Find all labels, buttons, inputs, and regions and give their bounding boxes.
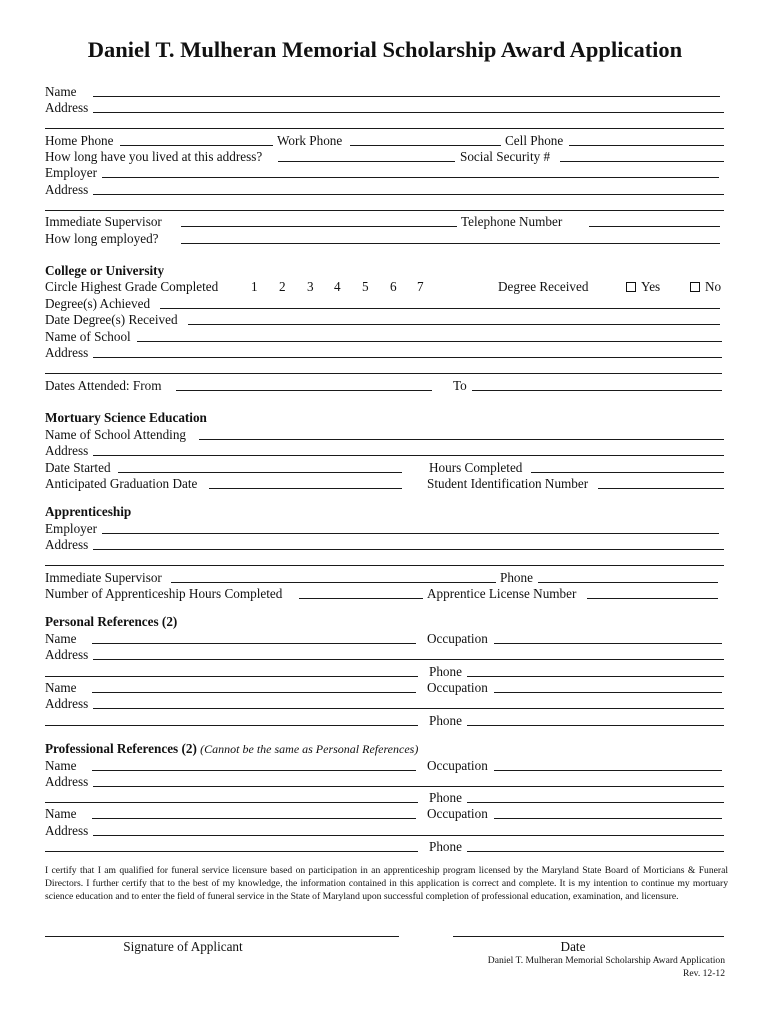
apprentice-hours-label: Number of Apprenticeship Hours Completed (45, 586, 283, 601)
grade-option-2[interactable]: 2 (279, 279, 286, 294)
proref2-phone-field[interactable] (467, 851, 724, 852)
grade-option-6[interactable]: 6 (390, 279, 397, 294)
proref1-name-label: Name (45, 758, 77, 773)
dates-to-field[interactable] (472, 390, 722, 391)
date-label: Date (560, 939, 586, 954)
college-address-field-line2[interactable] (45, 373, 722, 374)
proref1-name-field[interactable] (92, 770, 416, 771)
apprentice-address-field[interactable] (93, 549, 724, 550)
college-header: College or University (45, 263, 165, 278)
pref2-name-label: Name (45, 680, 77, 695)
pref2-address-field-line2[interactable] (45, 725, 418, 726)
pref1-name-field[interactable] (92, 643, 416, 644)
dates-from-field[interactable] (176, 390, 432, 391)
signature-label: Signature of Applicant (123, 939, 243, 954)
apprenticeship-header: Apprenticeship (45, 504, 132, 519)
mortuary-address-label: Address (45, 443, 89, 458)
proref1-address-field[interactable] (93, 786, 724, 787)
employment-duration-field[interactable] (181, 243, 720, 244)
dates-attended-label: Dates Attended: From (45, 378, 162, 393)
professional-refs-note: (Cannot be the same as Personal References) (200, 742, 419, 756)
college-address-label: Address (45, 345, 89, 360)
grade-option-3[interactable]: 3 (307, 279, 314, 294)
yes-label: Yes (641, 279, 661, 294)
proref1-address-field-line2[interactable] (45, 802, 418, 803)
proref2-phone-label: Phone (429, 839, 462, 854)
residence-duration-field[interactable] (278, 161, 455, 162)
mortuary-header: Mortuary Science Education (45, 410, 207, 425)
school-attending-label: Name of School Attending (45, 427, 187, 442)
address-field-line2[interactable] (45, 128, 724, 129)
telephone-number-label: Telephone Number (461, 214, 563, 229)
yes-checkbox[interactable] (626, 282, 636, 292)
grade-option-7[interactable]: 7 (417, 279, 424, 294)
no-label: No (705, 279, 722, 294)
hours-completed-field[interactable] (531, 472, 724, 473)
hours-completed-label: Hours Completed (429, 460, 523, 475)
grade-label: Circle Highest Grade Completed (45, 279, 219, 294)
pref1-address-field-line2[interactable] (45, 676, 418, 677)
apprentice-address-label: Address (45, 537, 89, 552)
pref2-occupation-label: Occupation (427, 680, 488, 695)
degrees-achieved-field[interactable] (160, 308, 720, 309)
degrees-achieved-label: Degree(s) Achieved (45, 296, 151, 311)
proref1-occupation-label: Occupation (427, 758, 488, 773)
license-number-field[interactable] (587, 598, 718, 599)
school-attending-field[interactable] (199, 439, 724, 440)
work-phone-field[interactable] (350, 145, 501, 146)
certification-statement: I certify that I am qualified for funeral service licensure based on participation in an apprenticeship program licensed by the Maryland State Board of Morticians & Funeral Directors. I further certify that to the best of my knowledge, the information contained in this application is correct and complete. It is my intention to continue my mortuary science education and to enter the field of funeral service in the State of Maryland upon successful completion of professional education, examination, and licensure. (45, 865, 728, 902)
proref2-address-label: Address (45, 823, 89, 838)
pref1-phone-label: Phone (429, 664, 462, 679)
pref1-occupation-label: Occupation (427, 631, 488, 646)
name-label: Name (45, 84, 77, 99)
employer-address-field[interactable] (93, 194, 724, 195)
proref1-occupation-field[interactable] (494, 770, 722, 771)
degree-yes-option[interactable] (626, 279, 660, 294)
pref2-address-field[interactable] (93, 708, 724, 709)
cell-phone-field[interactable] (569, 145, 724, 146)
pref1-occupation-field[interactable] (494, 643, 722, 644)
employment-duration-label: How long employed? (45, 231, 159, 246)
home-phone-field[interactable] (120, 145, 273, 146)
date-degrees-label: Date Degree(s) Received (45, 312, 178, 327)
work-phone-label: Work Phone (277, 133, 343, 148)
apprentice-supervisor-label: Immediate Supervisor (45, 570, 162, 585)
signature-field[interactable] (45, 936, 399, 937)
cell-phone-label: Cell Phone (505, 133, 564, 148)
personal-refs-header: Personal References (2) (45, 614, 178, 629)
grade-option-5[interactable]: 5 (362, 279, 369, 294)
student-id-field[interactable] (598, 488, 724, 489)
proref1-phone-label: Phone (429, 790, 462, 805)
form-title: Daniel T. Mulheran Memorial Scholarship Award Application (87, 37, 683, 62)
date-started-label: Date Started (45, 460, 111, 475)
residence-duration-label: How long have you lived at this address? (45, 149, 263, 164)
employer-label: Employer (45, 165, 98, 180)
degree-received-label: Degree Received (498, 279, 589, 294)
apprentice-employer-field[interactable] (102, 533, 719, 534)
apprentice-employer-label: Employer (45, 521, 98, 536)
home-phone-label: Home Phone (45, 133, 114, 148)
proref2-occupation-label: Occupation (427, 806, 488, 821)
degree-no-option[interactable] (690, 279, 721, 294)
no-checkbox[interactable] (690, 282, 700, 292)
footer-form-name: Daniel T. Mulheran Memorial Scholarship Award Application (487, 955, 725, 966)
graduation-date-field[interactable] (209, 488, 402, 489)
date-started-field[interactable] (118, 472, 402, 473)
employer-address-field-line2[interactable] (45, 210, 724, 211)
school-name-label: Name of School (45, 329, 131, 344)
ssn-label: Social Security # (460, 149, 551, 164)
proref1-address-label: Address (45, 774, 89, 789)
school-name-field[interactable] (137, 341, 722, 342)
proref2-address-field[interactable] (93, 835, 724, 836)
apprentice-hours-field[interactable] (299, 598, 423, 599)
grade-option-4[interactable]: 4 (334, 279, 341, 294)
graduation-date-label: Anticipated Graduation Date (45, 476, 198, 491)
pref1-name-label: Name (45, 631, 77, 646)
supervisor-field[interactable] (181, 226, 457, 227)
proref2-name-label: Name (45, 806, 77, 821)
pref2-phone-label: Phone (429, 713, 462, 728)
pref1-address-field[interactable] (93, 659, 724, 660)
ssn-field[interactable] (560, 161, 724, 162)
grade-option-1[interactable]: 1 (251, 279, 258, 294)
telephone-number-field[interactable] (589, 226, 720, 227)
professional-refs-title: Professional References (2) (45, 741, 197, 756)
college-address-field[interactable] (93, 357, 722, 358)
apprentice-address-field-line2[interactable] (45, 565, 724, 566)
dates-to-label: To (453, 378, 467, 393)
student-id-label: Student Identification Number (427, 476, 589, 491)
supervisor-label: Immediate Supervisor (45, 214, 162, 229)
name-field[interactable] (93, 96, 720, 97)
pref1-address-label: Address (45, 647, 89, 662)
proref2-name-field[interactable] (92, 818, 416, 819)
apprentice-phone-label: Phone (500, 570, 533, 585)
address-field[interactable] (93, 112, 724, 113)
pref2-phone-field[interactable] (467, 725, 724, 726)
pref2-name-field[interactable] (92, 692, 416, 693)
employer-field[interactable] (102, 177, 719, 178)
proref2-occupation-field[interactable] (494, 818, 722, 819)
proref1-phone-field[interactable] (467, 802, 724, 803)
address-label: Address (45, 100, 89, 115)
proref2-address-field-line2[interactable] (45, 851, 418, 852)
footer-revision: Rev. 12-12 (682, 968, 725, 979)
apprentice-supervisor-field[interactable] (171, 582, 496, 583)
date-degrees-field[interactable] (188, 324, 720, 325)
pref2-occupation-field[interactable] (494, 692, 722, 693)
employer-address-label: Address (45, 182, 89, 197)
pref1-phone-field[interactable] (467, 676, 724, 677)
mortuary-address-field[interactable] (93, 455, 724, 456)
apprentice-phone-field[interactable] (538, 582, 718, 583)
date-field[interactable] (453, 936, 724, 937)
license-number-label: Apprentice License Number (427, 586, 577, 601)
professional-refs-header (45, 741, 418, 757)
pref2-address-label: Address (45, 696, 89, 711)
